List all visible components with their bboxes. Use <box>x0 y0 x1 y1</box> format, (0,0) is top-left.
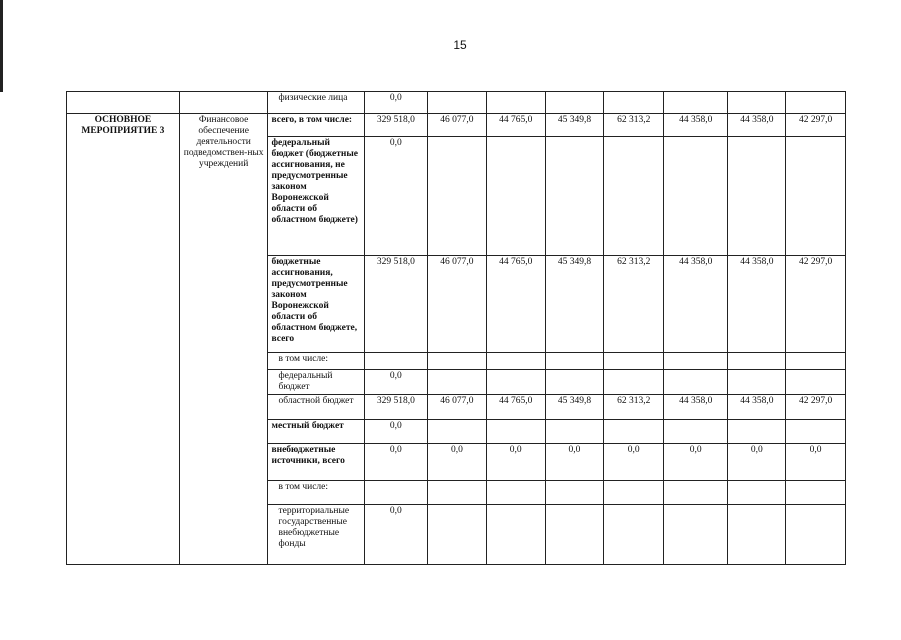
row-label: бюджетные ассигнования, предусмотренные законом Воронежской области об областном бюджете, всего <box>268 256 364 353</box>
row-label: федеральный бюджет <box>268 370 364 395</box>
value-cell <box>786 481 846 505</box>
value-cell <box>728 370 786 395</box>
value-cell <box>486 92 545 114</box>
value-cell <box>486 505 545 565</box>
value-cell <box>786 420 846 444</box>
row-label: всего, в том числе: <box>268 114 364 137</box>
value-cell <box>486 370 545 395</box>
value-cell: 0,0 <box>728 444 786 481</box>
value-cell: 45 349,8 <box>545 256 604 353</box>
row-label: физические лица <box>268 92 364 114</box>
value-cell: 44 765,0 <box>486 395 545 420</box>
value-cell <box>786 92 846 114</box>
value-cell <box>604 481 664 505</box>
value-cell <box>604 353 664 370</box>
value-cell <box>545 505 604 565</box>
value-cell: 329 518,0 <box>364 114 427 137</box>
value-cell: 329 518,0 <box>364 256 427 353</box>
value-cell <box>545 481 604 505</box>
value-cell: 0,0 <box>664 444 728 481</box>
value-cell <box>428 481 487 505</box>
value-cell <box>664 505 728 565</box>
value-cell <box>364 353 427 370</box>
value-cell <box>545 92 604 114</box>
value-cell <box>664 92 728 114</box>
value-cell: 44 358,0 <box>664 114 728 137</box>
value-cell <box>604 370 664 395</box>
value-cell: 44 358,0 <box>728 114 786 137</box>
value-cell: 0,0 <box>786 444 846 481</box>
event-title-line1: ОСНОВНОЕ <box>94 115 152 125</box>
row-label: федеральный бюджет (бюджетные ассигнования, не предусмотренные законом Воронежской области об областном бюджете) <box>268 137 364 256</box>
value-cell <box>364 481 427 505</box>
value-cell <box>786 370 846 395</box>
value-cell: 44 358,0 <box>664 256 728 353</box>
row-label: в том числе: <box>268 481 364 505</box>
value-cell: 62 313,2 <box>604 114 664 137</box>
value-cell <box>428 505 487 565</box>
row-label: внебюджетные источники, всего <box>268 444 364 481</box>
value-cell <box>664 481 728 505</box>
value-cell <box>428 420 487 444</box>
value-cell <box>728 420 786 444</box>
value-cell <box>728 505 786 565</box>
table-row <box>67 92 901 114</box>
second-col-empty <box>179 92 268 114</box>
value-cell <box>486 137 545 256</box>
value-cell: 0,0 <box>428 444 487 481</box>
value-cell <box>545 420 604 444</box>
value-cell: 0,0 <box>364 444 427 481</box>
value-cell: 44 358,0 <box>728 256 786 353</box>
first-col-empty <box>67 92 180 114</box>
value-cell: 45 349,8 <box>545 114 604 137</box>
value-cell: 0,0 <box>486 444 545 481</box>
value-cell: 42 297,0 <box>786 114 846 137</box>
value-cell: 44 358,0 <box>728 395 786 420</box>
value-cell: 0,0 <box>604 444 664 481</box>
value-cell <box>604 420 664 444</box>
value-cell <box>428 370 487 395</box>
value-cell: 44 765,0 <box>486 114 545 137</box>
value-cell <box>486 353 545 370</box>
value-cell <box>545 353 604 370</box>
value-cell: 0,0 <box>364 420 427 444</box>
value-cell <box>728 481 786 505</box>
page-number: 15 <box>453 38 467 52</box>
row-label: областной бюджет <box>268 395 364 420</box>
value-cell <box>428 353 487 370</box>
value-cell: 0,0 <box>364 505 427 565</box>
value-cell <box>728 137 786 256</box>
value-cell: 329 518,0 <box>364 395 427 420</box>
value-cell: 46 077,0 <box>428 395 487 420</box>
value-cell <box>664 420 728 444</box>
value-cell: 44 765,0 <box>486 256 545 353</box>
value-cell <box>728 353 786 370</box>
event-title <box>67 114 180 565</box>
value-cell <box>428 137 487 256</box>
value-cell <box>604 137 664 256</box>
value-cell <box>545 137 604 256</box>
row-label: территориальные государственные внебюджетные фонды <box>268 505 364 565</box>
value-cell <box>728 92 786 114</box>
value-cell: 46 077,0 <box>428 114 487 137</box>
value-cell <box>664 353 728 370</box>
value-cell <box>486 481 545 505</box>
event-description: Финансовое обеспечение деятельности подведомствен-ных учреждений <box>179 114 268 565</box>
event-title-line2: МЕРОПРИЯТИЕ 3 <box>81 126 165 136</box>
value-cell <box>664 137 728 256</box>
value-cell: 62 313,2 <box>604 395 664 420</box>
value-cell: 42 297,0 <box>786 256 846 353</box>
value-cell <box>786 353 846 370</box>
value-cell: 44 358,0 <box>664 395 728 420</box>
value-cell <box>786 505 846 565</box>
value-cell: 0,0 <box>364 137 427 256</box>
value-cell: 0,0 <box>545 444 604 481</box>
value-cell: 46 077,0 <box>428 256 487 353</box>
value-cell <box>786 137 846 256</box>
funding-table <box>66 91 901 565</box>
value-cell <box>428 92 487 114</box>
value-cell <box>664 370 728 395</box>
value-cell: 0,0 <box>364 92 427 114</box>
table-row <box>67 114 901 137</box>
value-cell <box>604 92 664 114</box>
value-cell: 62 313,2 <box>604 256 664 353</box>
value-cell: 0,0 <box>364 370 427 395</box>
value-cell <box>545 370 604 395</box>
value-cell: 45 349,8 <box>545 395 604 420</box>
value-cell <box>486 420 545 444</box>
value-cell: 42 297,0 <box>786 395 846 420</box>
row-label: в том числе: <box>268 353 364 370</box>
row-label: местный бюджет <box>268 420 364 444</box>
value-cell <box>604 505 664 565</box>
scan-edge-mark <box>0 0 3 92</box>
